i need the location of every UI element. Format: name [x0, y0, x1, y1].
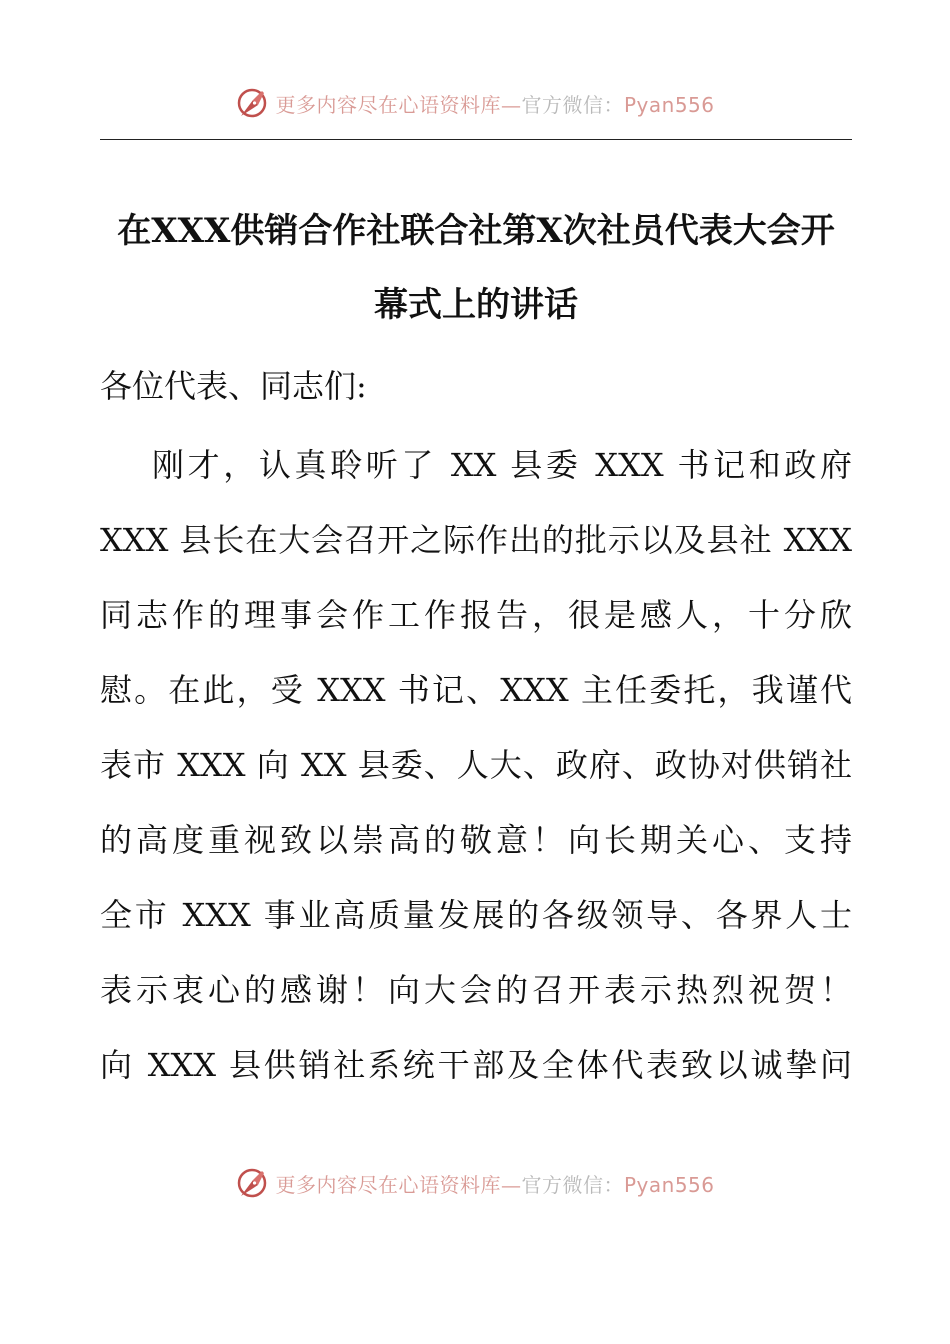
wechat-id: Pyan556 [623, 92, 715, 117]
wechat-label: 官方微信： [521, 92, 624, 117]
footer-watermark [0, 1163, 950, 1203]
wechat-label: 官方微信： [521, 1172, 624, 1197]
watermark-text [275, 1169, 714, 1198]
title-line-2: 幕式上的讲话 [374, 285, 578, 325]
pen-nib-logo-icon [235, 86, 269, 120]
body-line: 表示衷心的感谢！向大会的召开表示热烈祝贺！ [100, 971, 852, 1009]
watermark-site-text: 更多内容尽在心语资料库— [275, 92, 522, 117]
watermark-site-text: 更多内容尽在心语资料库— [275, 1172, 522, 1197]
body-line: 慰。在此，受 XXX 书记、XXX 主任委托，我谨代 [100, 671, 852, 709]
header-watermark [0, 83, 950, 123]
watermark-text [275, 89, 714, 118]
body-line: 同志作的理事会作工作报告，很是感人，十分欣 [100, 596, 852, 634]
greeting: 各位代表、同志们: [100, 367, 367, 405]
body-line: 向 XXX 县供销社系统干部及全体代表致以诚挚问 [100, 1046, 852, 1084]
wechat-id: Pyan556 [623, 1172, 715, 1197]
body-line: 刚才，认真聆听了 XX 县委 XXX 书记和政府 [152, 446, 852, 484]
body-line: 表市 XXX 向 XX 县委、人大、政府、政协对供销社 [100, 746, 852, 784]
body-line: 全市 XXX 事业高质量发展的各级领导、各界人士 [100, 896, 852, 934]
title-line-1: 在XXX供销合作社联合社第X次社员代表大会开 [117, 211, 835, 251]
body-paragraph [100, 440, 852, 1115]
header-divider [100, 139, 852, 140]
document-title [100, 194, 852, 342]
pen-nib-logo-icon [235, 1166, 269, 1200]
body-line: 的高度重视致以崇高的敬意！向长期关心、支持 [100, 821, 852, 859]
body-line: XXX 县长在大会召开之际作出的批示以及县社 XXX [100, 521, 852, 559]
